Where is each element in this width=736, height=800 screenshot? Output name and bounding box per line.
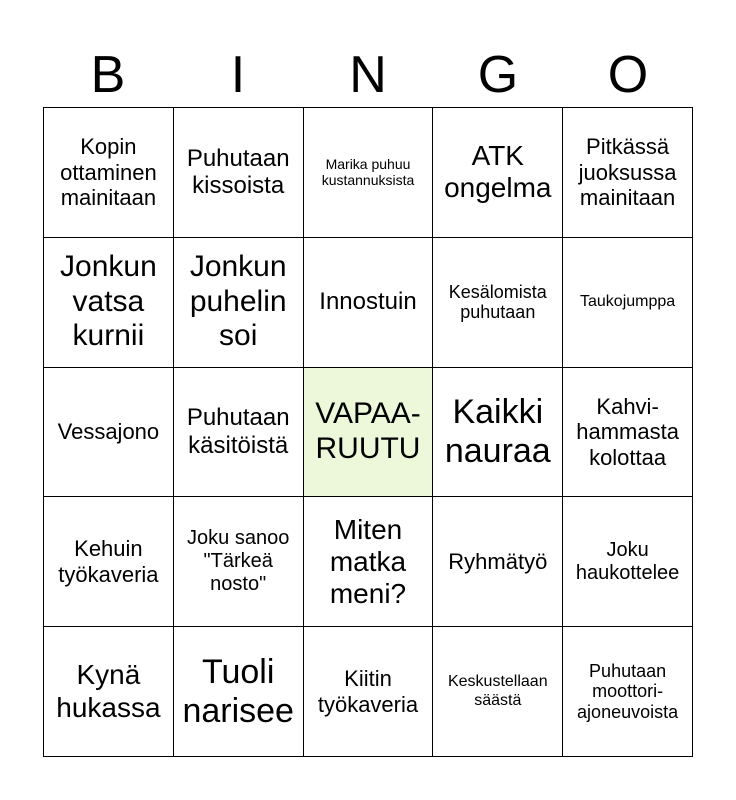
free-space-cell[interactable]: VAPAA-RUUTU [304,368,434,498]
bingo-cell[interactable]: Taukojumppa [563,238,693,368]
bingo-cell[interactable]: Puhutaan käsitöistä [174,368,304,498]
bingo-cell[interactable]: Vessajono [44,368,174,498]
bingo-cell[interactable]: Innostuin [304,238,434,368]
bingo-cell[interactable]: Jonkun puhelin soi [174,238,304,368]
bingo-grid [43,107,693,757]
bingo-cell[interactable]: Pitkässä juoksussa mainitaan [563,108,693,238]
bingo-header [43,40,693,110]
bingo-cell[interactable]: Kaikki nauraa [433,368,563,498]
header-letter-o: O [607,46,649,104]
bingo-cell[interactable]: Kiitin työkaveria [304,627,434,757]
header-letter-i: I [230,46,246,104]
bingo-cell[interactable]: Joku sanoo "Tärkeä nosto" [174,497,304,627]
bingo-cell[interactable]: Miten matka meni? [304,497,434,627]
bingo-cell[interactable]: Marika puhuu kustannuksista [304,108,434,238]
header-letter-n: N [349,46,387,104]
header-letter-b: B [90,46,126,104]
bingo-cell[interactable]: Kahvi-hammasta kolottaa [563,368,693,498]
bingo-cell[interactable]: Kehuin työkaveria [44,497,174,627]
bingo-cell[interactable]: Ryhmätyö [433,497,563,627]
bingo-cell[interactable]: Kopin ottaminen mainitaan [44,108,174,238]
bingo-cell[interactable]: Tuoli narisee [174,627,304,757]
bingo-cell[interactable]: Kesälomista puhutaan [433,238,563,368]
bingo-cell[interactable]: Joku haukottelee [563,497,693,627]
bingo-cell[interactable]: Puhutaan moottori-ajoneuvoista [563,627,693,757]
bingo-cell[interactable]: Puhutaan kissoista [174,108,304,238]
header-letter-g: G [477,46,519,104]
bingo-cell[interactable]: Jonkun vatsa kurnii [44,238,174,368]
bingo-cell[interactable]: ATK ongelma [433,108,563,238]
bingo-cell[interactable]: Kynä hukassa [44,627,174,757]
bingo-cell[interactable]: Keskustellaan säästä [433,627,563,757]
